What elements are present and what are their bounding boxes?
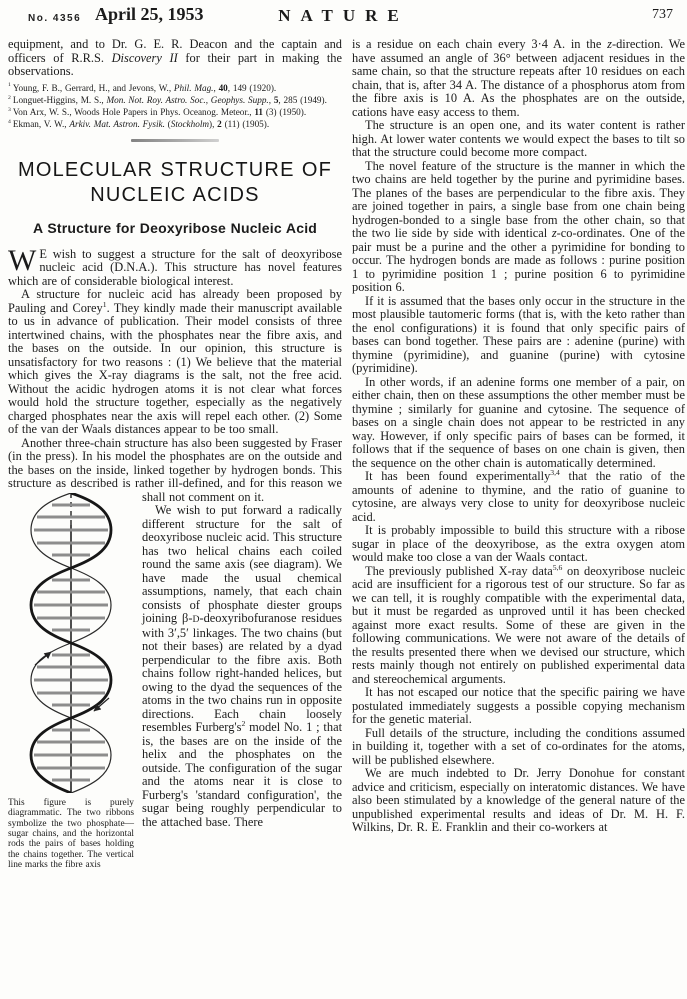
left-column <box>8 38 342 871</box>
paragraph-full-details: Full details of the structure, including the conditions assumed in building it, together with a set of co-ordinates for the atoms, will be published elsewhere. <box>352 725 685 767</box>
reference-text: Von Arx, W. S., Woods Hole Papers in Phys. Oceanog. Meteor., 11 (3) (1950). <box>12 107 307 118</box>
drop-cap: W <box>8 243 37 277</box>
reference-list <box>8 83 342 130</box>
paragraph-xray-data: The previously published X-ray data$^{5,6}$ on deoxyribose nucleic acid are insufficient for a rigorous test of our structure. So far as we can tell, it is roughly compatible with the experimental data, but it must be regarded as unproved until it has been checked against more exact results. Some of these are given in the following communications. We were not aware of the details of the results presented there when we devised our structure, which rests mainly though not entirely on published experimental data and stereochemical arguments. <box>352 562 685 686</box>
paragraph-base-pairing: In other words, if an adenine forms one member of a pair, on either chain, then on these assumptions the other member must be thymine ; similarly for guanine and cytosine. The sequence of bases on a single chain does not appear to be restricted in any way. However, if only specific pairs of bases can be formed, it follows that if the sequence of bases on one chain is given, then the sequence on the other chain is automatically determined. <box>352 374 685 470</box>
reference-text: Ekman, V. W., Arkiv. Mat. Astron. Fysik. (Stockholm), 2 (11) (1905). <box>12 119 270 130</box>
right-column <box>352 38 685 835</box>
reference-text: Young, F. B., Gerrard, H., and Jevons, W., Phil. Mag., 40, 149 (1920). <box>12 82 277 93</box>
article-title-line1: MOLECULAR STRUCTURE OF <box>17 158 333 181</box>
reference-item <box>8 119 342 129</box>
paragraph-intro <box>8 243 342 289</box>
reference-item <box>8 107 342 117</box>
dna-figure <box>8 493 134 871</box>
article-title-line2: NUCLEIC ACIDS <box>90 183 260 206</box>
paragraph-ribose-impossible: It is probably impossible to build this structure with a ribose sugar in place of the deoxyribose, as the extra oxygen atom would make too close a van der Waals contact. <box>352 523 685 564</box>
article-subtitle: A Structure for Deoxyribose Nucleic Acid <box>32 219 318 236</box>
paragraph-copying-mechanism: It has not escaped our notice that the specific pairing we have postulated immediately suggests a possible copying mechanism for the genetic material. <box>352 685 685 726</box>
issue-date: April 25, 1953 <box>95 4 204 24</box>
paragraph-open-structure: The structure is an open one, and its water content is rather high. At lower water contents we would expect the bases to tilt so that the structure could become more compact. <box>352 118 685 159</box>
reference-item <box>8 83 342 93</box>
paragraph-tautomeric-forms: If it is assumed that the bases only occur in the structure in the most plausible tautomeric forms (that is, with the keto rather than the enol configurations) it is found that only specific pairs of bases can bond together. These pairs are : adenine (purine) with thymine (pyrimidine), and guanine (purine) with cytosine (pyrimidine). <box>352 293 685 375</box>
figure-caption: This figure is purely diagrammatic. The two ribbons symbolize the two phosphate—sugar chains, and the horizontal rods the pairs of bases holding the chains together. The vertical line marks the fibre axis <box>8 797 134 871</box>
reference-marker: 3 <box>8 107 11 114</box>
paragraph-acknowledgements: We are much indebted to Dr. Jerry Donohue for constant advice and criticism, especially on interatomic distances. We have also been stimulated by a knowledge of the general nature of the unpublished experimental results and ideas of Dr. M. H. F. Wilkins, Dr. R. E. Franklin and their co-workers at <box>352 766 685 834</box>
paragraph-intro-text: E wish to suggest a structure for the salt of deoxyribose nucleic acid (D.N.A.). This structure has novel features which are of considerable biological interest. <box>8 246 342 288</box>
issue-number: No. 4356 <box>28 13 82 24</box>
paragraph-novel-feature: The novel feature of the structure is the manner in which the two chains are held together by the purine and pyrimidine bases. The planes of the bases are perpendicular to the fibre axis. They are joined together in pairs, a single base from one chain being hydrogen-bonded to a single base from the other chain, so that the two lie side by side with identical z-co-ordinates. One of the pair must be a purine and the other a pyrimidine for bonding to occur. The hydrogen bonds are made as follows : purine position 1 to pyrimidine position 1 ; purine position 6 to pyrimidine position 6. <box>352 158 686 294</box>
page-header <box>0 0 687 34</box>
journal-title: NATURE <box>278 6 409 25</box>
paragraph-pauling-corey: A structure for nucleic acid has already been proposed by Pauling and Corey$^1$. They kindly made their manuscript available to us in advance of publication. Their model consists of three intertwined chains, with the phosphates near the fibre axis, and the bases on the outside. In our opinion, this structure is unsatisfactory for two reasons : (1) We believe that the material which gives the X-ray diagrams is the salt, not the free acid. Without the acidic hydrogen atoms it is not clear what forces would hold the structure together, especially as the negatively charged phosphates near the axis will repel each other. (2) Some of the van der Waals distances appear to be too small. <box>8 287 342 437</box>
reference-item <box>8 95 342 105</box>
dna-double-helix-icon <box>13 493 129 793</box>
paragraph-ratios-unity: It has been found experimentally$^{3,4}$ that the ratio of the amounts of adenine to thymine, and the ratio of guanine to cytosine, are always very close to unity for deoxyribose nucleic acid. <box>352 467 686 524</box>
page-number: 737 <box>652 7 673 22</box>
paragraph-two-helical-chains: We wish to put forward a radically different structure for the salt of deoxyribose nucleic acid. This structure has two helical chains each coiled round the same axis (see diagram). We have made the usual chemical assumptions, namely, that each chain consists of phosphate diester groups joining β-D-deoxyribofuranose residues with 3′,5′ linkages. The two chains (but not their bases) are related by a dyad perpendicular to the fibre axis. Both chains follow right-handed helices, but owing to the dyad the sequences of the atoms in the two chains run in opposite directions. Each chain loosely resembles $Furberg's^2$ model No. 1 ; that is, the bases are on the inside of the helix and the phosphates on the outside. The configuration of the sugar and the atoms near it is close to Furberg's 'standard configuration', the sugar being roughly perpendicular to the attached base. There <box>142 503 343 829</box>
reference-marker: 1 <box>8 82 11 89</box>
section-divider-rule <box>131 139 219 142</box>
reference-marker: 4 <box>8 119 11 126</box>
reference-text: Longuet-Higgins, M. S., Mon. Not. Roy. Astro. Soc., Geophys. Supp., 5, 285 (1949). <box>12 94 327 105</box>
paragraph-fraser-part2: this reason we shall not comment on it. <box>142 476 342 504</box>
article-title <box>8 158 342 208</box>
paragraph-residue-spacing: is a residue on each chain every 3·4 A. in the z-direction. We have assumed an angle of 36° between adjacent residues in the same chain, so that the structure repeats after 10 residues on each chain, that is, after 34 A. The distance of a phosphorus atom from the fibre axis is 10 A. As the phosphates are on the outside, cations have easy access to them. <box>352 37 685 119</box>
paragraph-fraser-part1: Another three-chain structure has also been suggested by Fraser (in the press). In his model the phosphates are on the outside and the bases on the inside, linked together by hydrogen bonds. This structure as described is rather ill-defined, and for <box>8 435 342 491</box>
acknowledgement-paragraph: equipment, and to Dr. G. E. R. Deacon and the captain and officers of R.R.S. Discovery II for their part in making the observations. <box>8 37 343 78</box>
reference-marker: 2 <box>8 94 11 101</box>
